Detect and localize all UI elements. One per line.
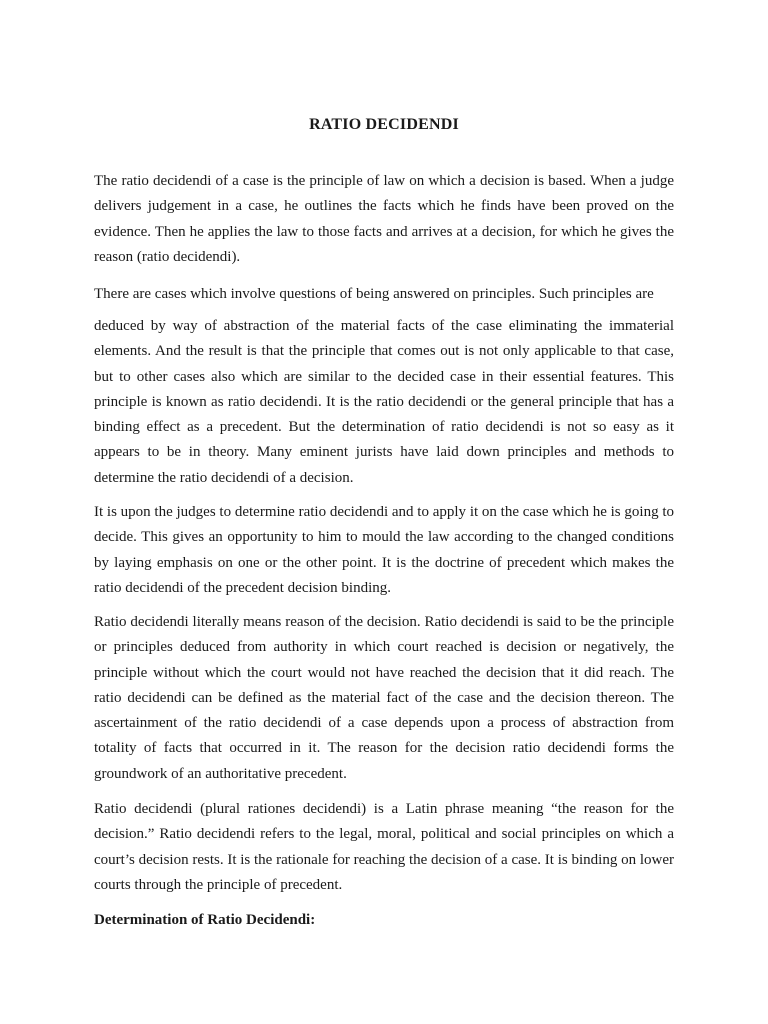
section-heading: Determination of Ratio Decidendi:: [94, 912, 316, 928]
paragraph: Ratio decidendi literally means reason of the decision. Ratio decidendi is said to be the principle or principles deduced from authority in which court reached is decision or negatively, the principle without which the court would not have reached the decision that it did reach. The ratio decidendi can be defined as the material fact of the case and the decision thereon. The ascertainment of the ratio decidendi of a case depends upon a process of abstraction from totality of facts that occurred in it. The reason for the decision ratio decidendi forms the groundwork of an authoritative precedent.: [94, 614, 674, 782]
paragraph: deduced by way of abstraction of the material facts of the case eliminating the immaterial elements. And the result is that the principle that comes out is not only applicable to that case, but to other cases also which are similar to the decided case in their essential features. This principle is known as ratio decidendi. It is the ratio decidendi or the general principle that has a binding effect as a precedent. But the determination of ratio decidendi is not so easy as it appears to be in theory. Many eminent jurists have laid down principles and methods to determine the ratio decidendi of a decision.: [94, 318, 674, 486]
paragraph: The ratio decidendi of a case is the principle of law on which a decision is based. When a judge delivers judgement in a case, he outlines the facts which he finds have been proved on the evidence. Then he applies the law to those facts and arrives at a decision, for which he gives the reason (ratio decidendi).: [94, 173, 674, 265]
paragraph: It is upon the judges to determine ratio decidendi and to apply it on the case which he is going to decide. This gives an opportunity to him to mould the law according to the changed conditions by laying emphasis on one or the other point. It is the doctrine of precedent which makes the ratio decidendi of the precedent decision binding.: [94, 504, 674, 596]
page-title: RATIO DECIDENDI: [309, 116, 459, 133]
paragraph: There are cases which involve questions of being answered on principles. Such principles are: [94, 286, 654, 302]
paragraph: Ratio decidendi (plural rationes decidendi) is a Latin phrase meaning “the reason for the decision.” Ratio decidendi refers to the legal, moral, political and social principles on which a court’s decision rests. It is the rationale for reaching the decision of a case. It is binding on lower courts through the principle of precedent.: [94, 801, 674, 893]
